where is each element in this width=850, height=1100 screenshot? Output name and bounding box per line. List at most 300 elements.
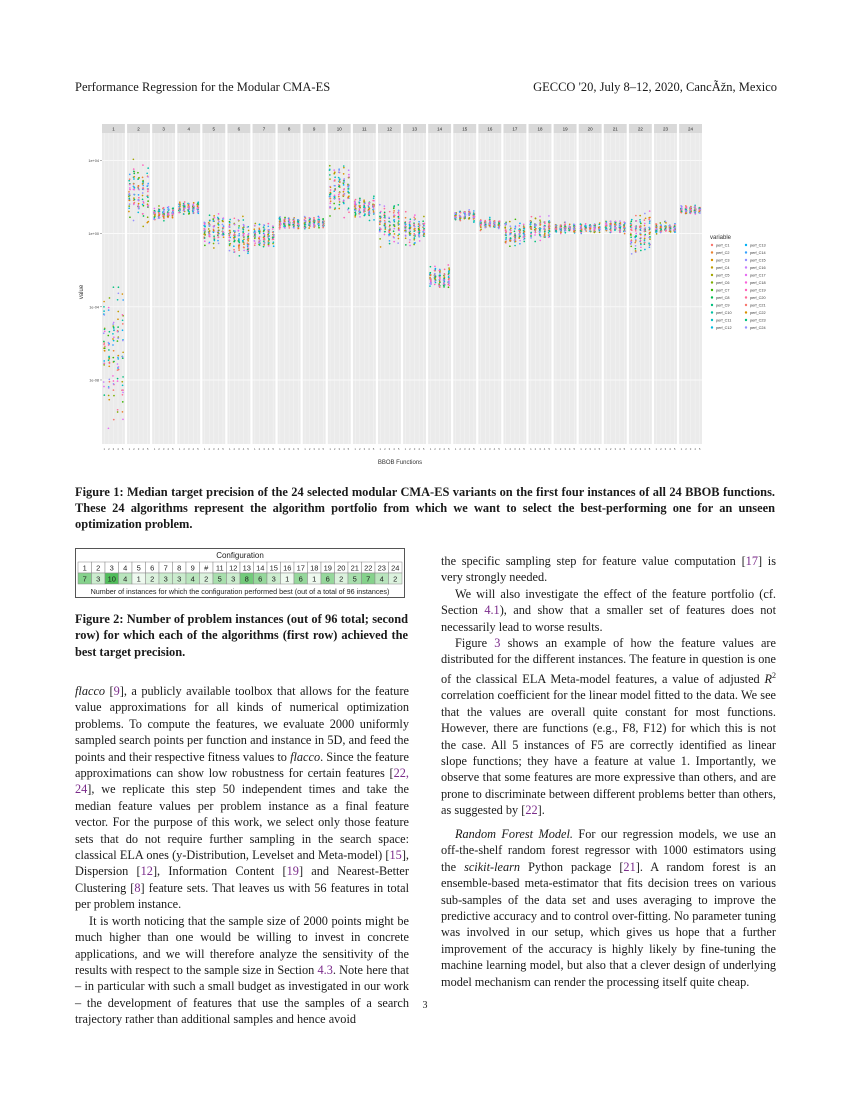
legend-swatch <box>745 259 747 261</box>
data-point <box>649 246 651 248</box>
config-index-label: 8 <box>177 563 182 573</box>
x-tick-label: 4 <box>292 447 295 451</box>
x-tick-label: 5 <box>172 447 174 451</box>
x-tick-label: 4 <box>694 447 696 451</box>
data-point <box>113 419 115 421</box>
data-point <box>523 241 525 243</box>
data-point <box>334 195 336 197</box>
data-point <box>548 236 550 238</box>
config-count-label: 1 <box>285 574 290 584</box>
data-point <box>510 238 512 240</box>
data-point <box>539 216 541 218</box>
facet-label: 20 <box>587 126 593 132</box>
data-point <box>146 172 148 174</box>
data-point <box>330 193 332 195</box>
data-point <box>389 240 391 242</box>
data-point <box>443 282 445 284</box>
data-point <box>117 326 119 328</box>
data-point <box>272 232 274 234</box>
data-point <box>543 228 545 230</box>
data-point <box>217 230 219 232</box>
data-point <box>154 208 156 210</box>
x-tick-label: 5 <box>498 447 500 451</box>
data-point <box>364 214 366 216</box>
data-point <box>122 340 124 342</box>
data-point <box>644 223 646 225</box>
data-point <box>354 212 356 214</box>
x-tick-label: 1 <box>203 447 206 451</box>
data-point <box>122 418 124 420</box>
citation-link[interactable]: 8 <box>134 880 141 895</box>
data-point <box>660 232 662 234</box>
data-point <box>369 208 371 210</box>
data-point <box>393 208 395 210</box>
data-point <box>498 224 500 226</box>
data-point <box>548 215 550 217</box>
data-point <box>564 229 566 231</box>
data-point <box>539 224 541 226</box>
x-tick-label: 2 <box>509 447 512 451</box>
data-point <box>113 361 115 363</box>
config-table-title: Configuration <box>216 551 264 560</box>
citation-link[interactable]: 22 <box>525 803 538 818</box>
data-point <box>644 225 646 227</box>
data-point <box>122 389 124 391</box>
data-point <box>122 411 124 413</box>
data-point <box>204 237 206 239</box>
data-point <box>549 228 551 230</box>
data-point <box>113 326 115 328</box>
data-point <box>218 224 220 226</box>
citation-link[interactable]: 12 <box>140 864 153 879</box>
x-tick-label: 5 <box>523 447 525 451</box>
data-point <box>284 227 286 229</box>
config-count-label: 3 <box>163 574 168 584</box>
data-point <box>397 242 399 244</box>
data-point <box>209 225 211 227</box>
citation-link[interactable]: 17 <box>745 554 758 568</box>
data-point <box>193 212 195 214</box>
legend-entry: perf_C2 <box>716 251 730 255</box>
data-point <box>243 250 245 252</box>
data-point <box>484 227 486 229</box>
legend-swatch <box>745 251 747 253</box>
data-point <box>368 210 370 212</box>
data-point <box>113 383 115 385</box>
data-point <box>430 266 432 268</box>
data-point <box>330 186 332 188</box>
data-point <box>414 242 416 244</box>
data-point <box>384 205 386 207</box>
data-point <box>393 219 395 221</box>
data-point <box>389 226 391 228</box>
data-point <box>288 222 290 224</box>
data-point <box>534 232 536 234</box>
data-point <box>193 205 195 207</box>
data-point <box>670 231 672 233</box>
data-point <box>103 381 105 383</box>
data-point <box>142 183 144 185</box>
config-index-label: 6 <box>150 563 155 573</box>
data-point <box>543 226 545 228</box>
x-tick-label: 4 <box>518 447 521 451</box>
data-point <box>103 332 105 334</box>
data-point <box>398 227 400 229</box>
data-point <box>505 237 507 239</box>
legend-entry: perf_C24 <box>750 326 766 330</box>
data-point <box>685 210 687 212</box>
data-point <box>630 226 632 228</box>
data-point <box>444 273 446 275</box>
x-tick-label: 1 <box>504 447 507 451</box>
data-point <box>698 207 700 209</box>
data-point <box>580 228 582 230</box>
data-point <box>464 217 466 219</box>
data-point <box>243 224 245 226</box>
data-point <box>213 217 215 219</box>
legend-entry: perf_C1 <box>716 243 730 248</box>
data-point <box>548 230 550 232</box>
data-point <box>680 205 682 207</box>
data-point <box>354 216 356 218</box>
data-point <box>489 222 491 224</box>
data-point <box>248 238 250 240</box>
data-point <box>363 209 365 211</box>
data-point <box>212 218 214 220</box>
data-point <box>484 221 486 223</box>
data-point <box>610 226 612 228</box>
data-point <box>222 234 224 236</box>
data-point <box>209 234 211 236</box>
x-tick-label: 5 <box>548 447 550 451</box>
data-point <box>234 230 236 232</box>
data-point <box>129 200 131 202</box>
data-point <box>615 220 617 222</box>
data-point <box>363 205 365 207</box>
data-point <box>444 269 446 271</box>
data-point <box>248 230 250 232</box>
data-point <box>122 299 124 301</box>
data-point <box>389 243 391 245</box>
legend-swatch <box>711 281 713 283</box>
data-point <box>234 240 236 242</box>
facet-label: 23 <box>662 126 668 132</box>
data-point <box>359 199 361 201</box>
data-point <box>183 204 185 206</box>
data-point <box>263 224 265 226</box>
facet-label: 15 <box>462 126 468 132</box>
data-point <box>122 329 124 331</box>
x-tick-label: 3 <box>263 447 265 451</box>
data-point <box>128 191 130 193</box>
x-tick-label: 4 <box>393 447 395 451</box>
data-point <box>314 222 316 224</box>
x-tick-label: 1 <box>379 447 382 451</box>
data-point <box>153 218 155 220</box>
citation-link[interactable]: 9 <box>113 684 120 698</box>
data-point <box>656 228 658 230</box>
data-point <box>273 241 275 243</box>
facet-label: 19 <box>562 126 568 132</box>
data-point <box>233 245 235 247</box>
data-point <box>681 207 683 209</box>
legend-swatch <box>711 296 713 298</box>
data-point <box>673 229 675 231</box>
data-point <box>247 252 249 254</box>
data-point <box>129 178 131 180</box>
data-point <box>372 200 374 202</box>
data-point <box>348 192 350 194</box>
data-point <box>218 243 220 245</box>
data-point <box>409 227 411 229</box>
x-tick-label: 3 <box>438 447 441 451</box>
data-point <box>423 229 425 231</box>
data-point <box>388 235 390 237</box>
data-point <box>409 230 411 232</box>
data-point <box>384 221 386 223</box>
data-point <box>217 240 219 242</box>
data-point <box>197 202 199 204</box>
x-tick-label: 3 <box>137 447 140 451</box>
data-point <box>112 344 114 346</box>
data-point <box>619 229 621 231</box>
facet-label: 11 <box>362 126 367 132</box>
config-index-label: 14 <box>256 563 265 573</box>
data-point <box>413 224 415 226</box>
data-point <box>208 235 210 237</box>
data-point <box>142 226 144 228</box>
figure-1-chart <box>80 112 780 474</box>
data-point <box>283 223 285 225</box>
data-point <box>329 178 331 180</box>
data-point <box>379 218 381 220</box>
data-point <box>113 380 115 382</box>
data-point <box>448 282 450 284</box>
data-point <box>293 221 295 223</box>
data-point <box>439 275 441 277</box>
data-point <box>694 206 696 208</box>
data-point <box>334 171 336 173</box>
data-point <box>272 225 274 227</box>
data-point <box>619 220 621 222</box>
data-point <box>373 208 375 210</box>
data-point <box>122 401 124 403</box>
data-point <box>523 233 525 235</box>
data-point <box>103 394 105 396</box>
data-point <box>635 245 637 247</box>
data-point <box>137 204 139 206</box>
data-point <box>103 341 105 343</box>
data-point <box>279 216 281 218</box>
data-point <box>108 395 110 397</box>
x-tick-label: 4 <box>443 447 445 451</box>
data-point <box>585 223 587 225</box>
data-point <box>343 195 345 197</box>
data-point <box>384 220 386 222</box>
data-point <box>104 328 106 330</box>
x-axis-label: BBOB Functions <box>377 460 423 466</box>
data-point <box>686 206 688 208</box>
data-point <box>213 235 215 237</box>
data-point <box>158 205 160 207</box>
data-point <box>398 210 400 212</box>
data-point <box>242 216 244 218</box>
x-tick-label: 5 <box>297 447 300 451</box>
facet-label: 14 <box>437 126 443 132</box>
data-point <box>649 222 651 224</box>
data-point <box>263 246 265 248</box>
data-point <box>108 399 110 401</box>
x-tick-label: 4 <box>418 447 420 451</box>
data-point <box>355 210 357 212</box>
data-point <box>534 226 536 228</box>
x-tick-label: 1 <box>279 447 281 451</box>
x-tick-label: 1 <box>630 447 632 451</box>
legend-entry: perf_C15 <box>750 258 766 263</box>
data-point <box>460 212 462 214</box>
config-count-label: 7 <box>366 574 371 584</box>
data-point <box>234 224 236 226</box>
config-index-label: 16 <box>283 563 292 573</box>
config-count-label: 3 <box>231 574 236 584</box>
data-point <box>279 228 281 230</box>
data-point <box>644 227 646 229</box>
x-tick-label: 5 <box>121 447 124 451</box>
data-point <box>313 225 315 227</box>
y-tick-label: 1e-04 <box>89 305 99 310</box>
data-point <box>113 340 115 342</box>
data-point <box>523 223 525 225</box>
data-point <box>480 220 482 222</box>
config-index-label: 3 <box>109 563 114 573</box>
legend-entry: perf_C12 <box>716 326 732 330</box>
data-point <box>635 250 637 252</box>
data-point <box>640 234 642 236</box>
data-point <box>318 217 320 219</box>
config-index-label: # <box>204 563 209 573</box>
data-point <box>113 395 115 397</box>
config-count-label: 7 <box>82 574 87 584</box>
citation-link[interactable]: 15 <box>389 848 402 863</box>
data-point <box>555 225 557 227</box>
data-point <box>267 225 269 227</box>
data-point <box>112 375 114 377</box>
x-tick-label: 2 <box>333 447 336 451</box>
data-point <box>193 207 195 209</box>
x-tick-label: 1 <box>254 447 256 451</box>
data-point <box>109 297 111 299</box>
data-point <box>363 203 365 205</box>
data-point <box>359 206 361 208</box>
citation-link[interactable]: 22, 24 <box>75 766 409 797</box>
data-point <box>644 239 646 241</box>
data-point <box>238 242 240 244</box>
data-point <box>639 229 641 231</box>
data-point <box>405 211 407 213</box>
figure-link[interactable]: 3 <box>494 636 501 651</box>
citation-link[interactable]: 19 <box>286 864 299 879</box>
x-tick-label: 4 <box>117 447 119 451</box>
data-point <box>247 226 249 228</box>
data-point <box>128 207 130 209</box>
data-point <box>213 215 215 217</box>
data-point <box>273 245 275 247</box>
x-tick-label: 1 <box>655 447 658 451</box>
x-tick-label: 3 <box>689 447 692 451</box>
data-point <box>153 211 155 213</box>
data-point <box>343 191 345 193</box>
x-tick-label: 2 <box>685 447 687 451</box>
data-point <box>359 213 361 215</box>
x-tick-label: 2 <box>584 447 587 451</box>
data-point <box>635 215 637 217</box>
data-point <box>259 233 261 235</box>
data-point <box>108 356 110 358</box>
citation-link[interactable]: 21 <box>623 859 636 874</box>
data-point <box>514 240 516 242</box>
data-point <box>359 216 361 218</box>
data-point <box>423 235 425 237</box>
config-count-label: 3 <box>96 574 101 584</box>
data-point <box>434 265 436 267</box>
data-point <box>172 210 174 212</box>
x-tick-label: 5 <box>623 447 626 451</box>
data-point <box>137 206 139 208</box>
data-point <box>379 216 381 218</box>
data-point <box>640 244 642 246</box>
section-link[interactable]: 4.3 <box>317 962 333 977</box>
data-point <box>138 197 140 199</box>
data-point <box>394 221 396 223</box>
data-point <box>409 222 411 224</box>
data-point <box>329 165 331 167</box>
data-point <box>263 235 265 237</box>
data-point <box>268 238 270 240</box>
x-tick-label: 3 <box>639 447 642 451</box>
data-point <box>580 232 582 234</box>
data-point <box>609 223 611 225</box>
running-header-venue: GECCO '20, July 8–12, 2020, CancÃžn, Mexico <box>533 80 777 94</box>
data-point <box>384 215 386 217</box>
data-point <box>309 217 311 219</box>
data-point <box>218 221 220 223</box>
data-point <box>108 379 110 381</box>
data-point <box>138 177 140 179</box>
config-count-label: 4 <box>123 574 128 584</box>
data-point <box>118 292 120 294</box>
data-point <box>393 210 395 212</box>
data-point <box>413 228 415 230</box>
data-point <box>279 225 281 227</box>
section-link[interactable]: 4.1 <box>484 603 500 618</box>
data-point <box>338 177 340 179</box>
x-tick-label: 5 <box>272 447 274 451</box>
data-point <box>689 213 691 215</box>
facet-label: 9 <box>312 126 316 132</box>
x-tick-label: 5 <box>397 447 400 451</box>
data-point <box>694 210 696 212</box>
x-tick-label: 5 <box>648 447 651 451</box>
data-point <box>334 198 336 200</box>
facet-label: 4 <box>187 126 190 132</box>
data-point <box>519 233 521 235</box>
data-point <box>147 176 149 178</box>
data-point <box>158 214 160 216</box>
data-point <box>339 181 341 183</box>
data-point <box>523 235 525 237</box>
data-point <box>187 204 189 206</box>
data-point <box>133 176 135 178</box>
